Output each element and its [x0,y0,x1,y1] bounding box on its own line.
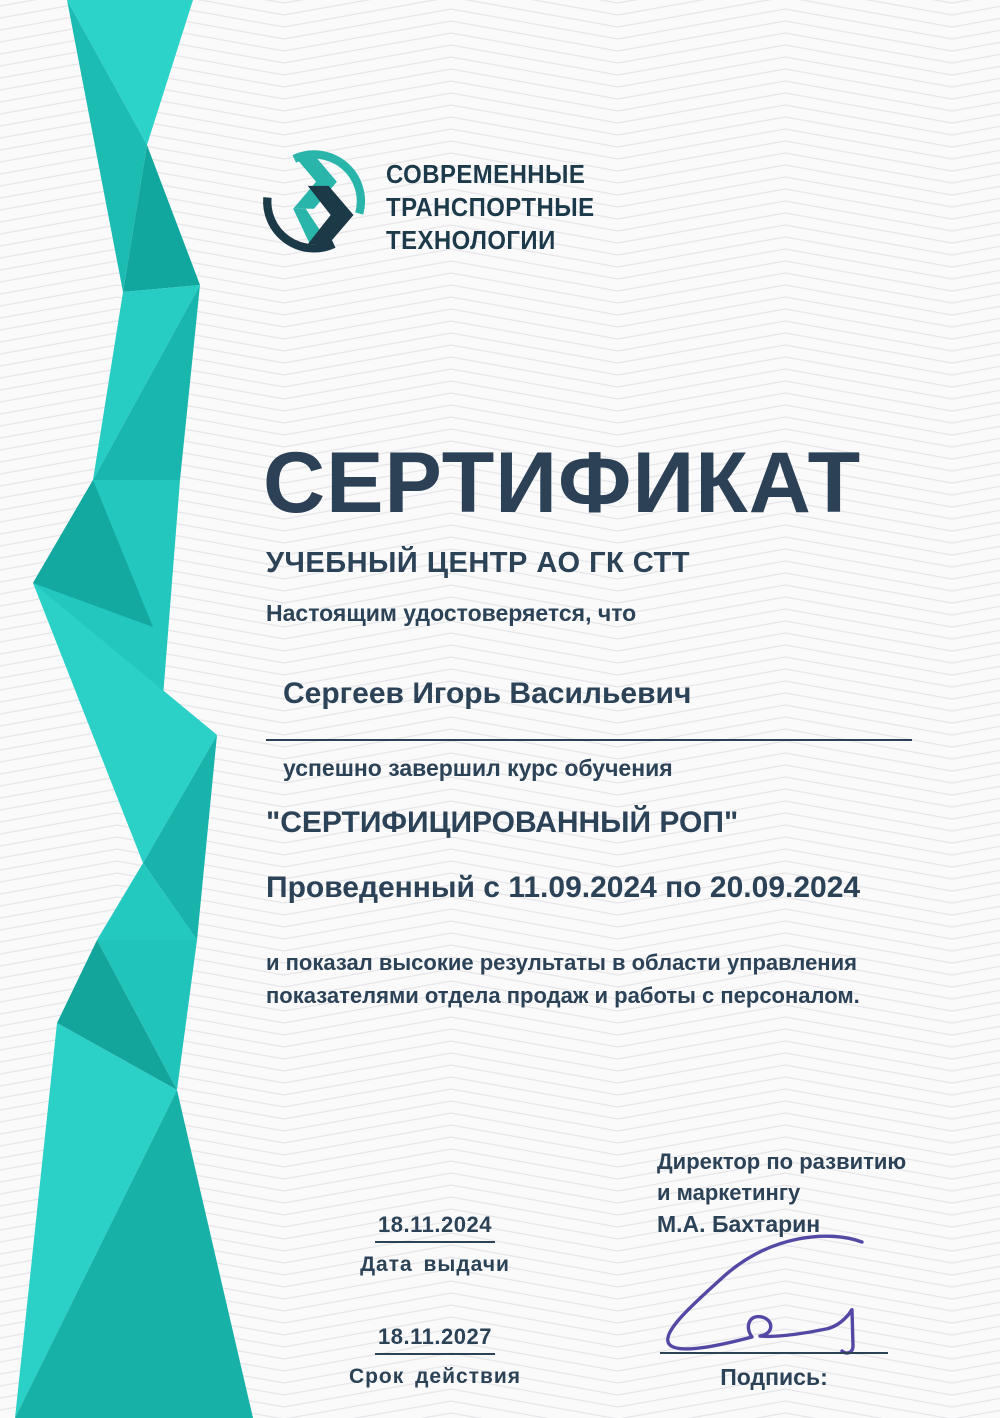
company-name-line3: ТЕХНОЛОГИИ [386,225,556,255]
signature-line [660,1352,888,1354]
signature-label: Подпись: [720,1364,828,1390]
director-name: М.А. Бахтарин [657,1211,821,1237]
divider-line [266,739,912,741]
issue-date: 18.11.2024 [375,1212,495,1243]
expiry-date-label: Срок действия [348,1365,522,1388]
company-logo-icon [262,146,366,256]
director-title: Директор по развитию и маркетингу [657,1149,907,1205]
issue-date-label: Дата выдачи [360,1253,510,1276]
course-name: "СЕРТИФИЦИРОВАННЫЙ РОП" [266,806,739,839]
certificate-title: СЕРТИФИКАТ [263,435,862,531]
expiry-date-block [340,1324,530,1389]
company-name [386,158,625,257]
result-text: и показал высокие результаты в области управления показателями отдела продаж и работы с персоналом. [266,950,860,1008]
company-name-line1: СОВРЕМЕННЫЕ [386,159,586,189]
course-period: Проведенный с 11.09.2024 по 20.09.2024 [266,871,861,904]
company-name-line2: ТРАНСПОРТНЫЕ [386,192,595,222]
issue-date-block [340,1212,530,1277]
signature-ink [600,1226,920,1366]
recipient-name: Сергеев Игорь Васильевич [283,677,692,710]
course-intro-text: успешно завершил курс обучения [283,755,673,781]
organization-name: УЧЕБНЫЙ ЦЕНТР АО ГК СТТ [266,547,690,579]
expiry-date: 18.11.2027 [375,1324,495,1355]
attestation-text: Настоящим удостоверяется, что [266,600,637,626]
